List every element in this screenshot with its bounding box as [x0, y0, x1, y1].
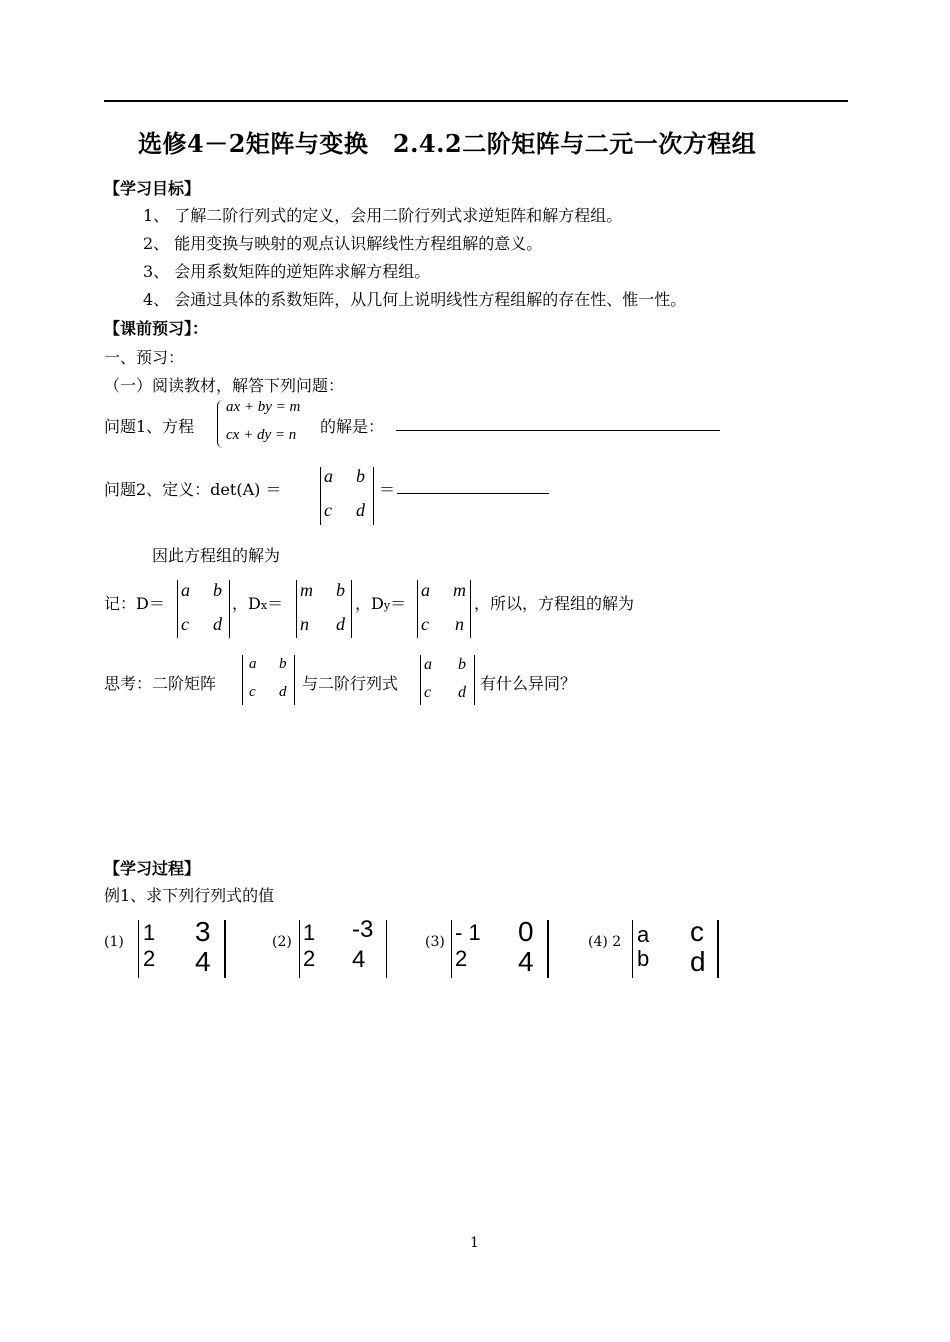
goals-header: 【学习目标】 — [104, 179, 201, 198]
page-number: 1 — [470, 1235, 479, 1251]
det-bar-right — [717, 920, 719, 978]
det-bar-right — [373, 467, 374, 525]
q1-suffix: 的解是： — [320, 417, 385, 436]
cell-d: d — [458, 684, 466, 701]
det-cell: -3 — [352, 916, 374, 943]
dy-label: ，Dy＝ — [355, 594, 407, 613]
cell-d: d — [279, 684, 287, 700]
det-label: (3) — [425, 934, 445, 950]
det-bar-left — [299, 920, 300, 978]
det-bar-left — [177, 580, 178, 638]
cell-b: b — [356, 466, 365, 486]
answer-blank — [397, 477, 549, 494]
det-label: (1) — [104, 934, 124, 950]
cell-b: b — [458, 656, 466, 673]
cell-b: b — [213, 580, 222, 600]
cell-a: a — [181, 580, 190, 600]
cell-b: b — [279, 656, 287, 672]
det-bar-right — [351, 580, 352, 638]
matrix-bar-left — [242, 655, 243, 705]
det-bar-left — [138, 920, 139, 978]
goal-item: 1、 了解二阶行列式的定义，会用二阶行列式求逆矩阵和解方程组。 — [143, 206, 623, 225]
cell-n: n — [300, 614, 309, 634]
preview-header: 【课前预习】： — [104, 319, 209, 338]
goal-item: 2、 能用变换与映射的观点认识解线性方程组解的意义。 — [143, 234, 543, 253]
det-bar-left — [296, 580, 297, 638]
det-bar-left — [420, 655, 421, 705]
det-cell: a — [637, 922, 650, 947]
top-rule — [104, 100, 848, 102]
det-cell: 3 — [195, 916, 211, 947]
det-label: (2) — [272, 934, 292, 950]
think-suffix: 有什么异同？ — [480, 674, 577, 693]
det-bar-right — [470, 580, 471, 638]
note-prefix: 记：D＝ — [104, 594, 165, 613]
det-cell: 2 — [303, 946, 316, 971]
equation-2: cx + dy = n — [226, 427, 297, 443]
cell-c: c — [181, 614, 189, 634]
equation-1: ax + by = m — [226, 399, 301, 415]
matrix-bar-right — [294, 655, 295, 705]
cell-b: b — [336, 580, 345, 600]
q2-prefix: 问题2、定义：det(A) ＝ — [104, 480, 282, 499]
det-cell: 4 — [352, 946, 366, 973]
goal-item: 3、 会用系数矩阵的逆矩阵求解方程组。 — [143, 262, 431, 281]
brace-icon — [217, 400, 224, 448]
det-label: (4) 2 — [588, 934, 622, 950]
det-cell: d — [690, 946, 706, 977]
cell-c: c — [424, 684, 432, 701]
det-cell: 4 — [518, 946, 534, 977]
answer-blank — [396, 414, 720, 431]
cell-a: a — [324, 466, 333, 486]
preview-line: （一）阅读教材，解答下列问题： — [104, 376, 345, 395]
det-cell: 2 — [455, 946, 468, 971]
dx-label: ，Dx＝ — [232, 594, 284, 613]
preview-line: 一、预习： — [104, 348, 185, 367]
det-bar-left — [632, 920, 633, 978]
cell-a: a — [424, 656, 432, 673]
q1-prefix: 问题1、方程 — [104, 417, 195, 436]
cell-a: a — [249, 656, 257, 672]
det-cell: 4 — [195, 946, 211, 977]
cell-c: c — [324, 500, 332, 520]
think-mid: 与二阶行列式 — [302, 674, 399, 693]
det-bar-right — [229, 580, 230, 638]
det-bar-right — [224, 920, 226, 978]
det-bar-right — [386, 920, 387, 978]
cell-m: m — [453, 580, 466, 600]
cell-c: c — [249, 684, 256, 700]
cell-d: d — [213, 614, 222, 634]
det-cell: c — [690, 916, 704, 947]
page-title: 选修4－2矩阵与变换 2.4.2二阶矩阵与二元一次方程组 — [138, 129, 757, 158]
det-cell: 1 — [143, 920, 156, 945]
det-cell: 1 — [303, 920, 316, 945]
think-prefix: 思考：二阶矩阵 — [104, 674, 217, 693]
cell-n: n — [455, 614, 464, 634]
det-cell: b — [637, 946, 650, 971]
cell-d: d — [336, 614, 345, 634]
goal-item: 4、 会通过具体的系数矩阵，从几何上说明线性方程组解的存在性、惟一性。 — [143, 290, 687, 309]
example-title: 例1、求下列行列式的值 — [104, 886, 275, 905]
cell-c: c — [421, 614, 429, 634]
det-cell: 0 — [518, 916, 534, 947]
note-suffix: ，所以，方程组的解为 — [474, 594, 635, 613]
det-bar-left — [417, 580, 418, 638]
det-bar-right — [474, 655, 475, 705]
det-bar-left — [451, 920, 452, 978]
det-cell: 2 — [143, 946, 156, 971]
cell-a: a — [421, 580, 430, 600]
equals-sign: ＝ — [379, 480, 396, 499]
process-header: 【学习过程】 — [104, 859, 201, 878]
cell-m: m — [300, 580, 313, 600]
det-bar-right — [547, 920, 549, 978]
det-bar-left — [320, 467, 321, 525]
det-cell: - 1 — [455, 920, 481, 945]
cell-d: d — [356, 500, 365, 520]
so-line: 因此方程组的解为 — [152, 546, 281, 565]
